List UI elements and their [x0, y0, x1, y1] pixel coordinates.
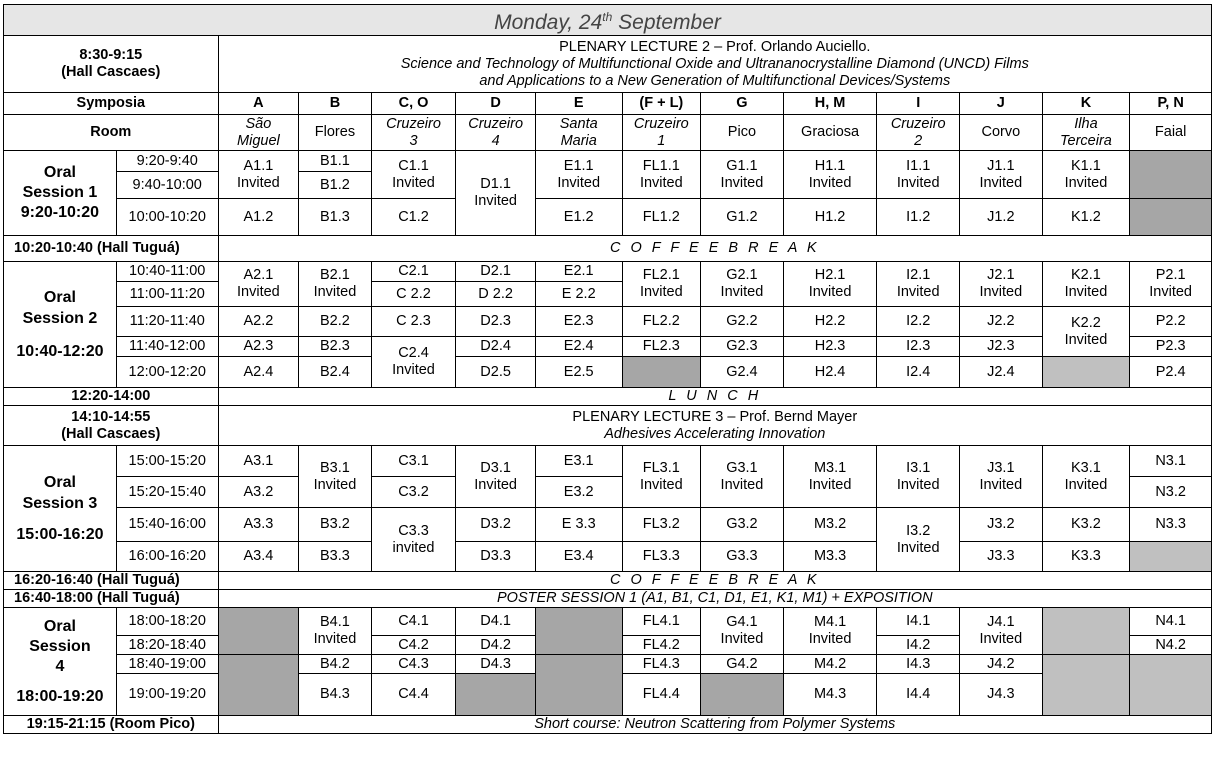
room-header: São Miguel	[218, 115, 299, 151]
talk-cell: D2.3	[456, 307, 536, 337]
talk-cell: C 2.2	[371, 282, 456, 307]
talk-cell: FL1.2	[622, 199, 701, 236]
talk-cell: B2.3	[299, 337, 372, 357]
symposium-header: B	[299, 93, 372, 115]
time-slot: 16:00-16:20	[116, 542, 218, 572]
talk-cell: B3.1 Invited	[299, 446, 372, 508]
session3-label: Oral Session 3 15:00-16:20	[4, 446, 117, 572]
coffee1-label: C O F F E E B R E A K	[218, 236, 1211, 262]
talk-cell: J2.3	[960, 337, 1043, 357]
symposium-header: E	[535, 93, 622, 115]
time-slot: 15:40-16:00	[116, 508, 218, 542]
room-header: Cruzeiro 2	[877, 115, 960, 151]
talk-cell: C1.1 Invited	[371, 151, 456, 199]
symposium-header: J	[960, 93, 1043, 115]
talk-cell: K1.2	[1042, 199, 1130, 236]
talk-cell: N3.2	[1130, 477, 1212, 508]
talk-cell: M3.2	[783, 508, 877, 542]
talk-cell: B3.2	[299, 508, 372, 542]
talk-cell: B4.3	[299, 674, 372, 716]
talk-cell: I1.1 Invited	[877, 151, 960, 199]
symposium-header: G	[701, 93, 784, 115]
talk-cell: E3.2	[535, 477, 622, 508]
talk-cell: C 2.3	[371, 307, 456, 337]
symposium-header: H, M	[783, 93, 877, 115]
talk-cell: J3.3	[960, 542, 1043, 572]
plenary3-time: 14:10-14:55 (Hall Cascaes)	[4, 406, 219, 446]
talk-cell: I2.2	[877, 307, 960, 337]
talk-cell: A3.1	[218, 446, 299, 477]
coffee2-label: C O F F E E B R E A K	[218, 572, 1211, 590]
talk-cell: D4.2	[456, 636, 536, 655]
talk-cell: I1.2	[877, 199, 960, 236]
symposium-header: (F + L)	[622, 93, 701, 115]
talk-cell: I3.2 Invited	[877, 508, 960, 572]
time-slot: 18:40-19:00	[116, 655, 218, 674]
empty-slot	[1042, 655, 1130, 716]
talk-cell: G2.3	[701, 337, 784, 357]
talk-cell: E1.1 Invited	[535, 151, 622, 199]
talk-cell: A3.4	[218, 542, 299, 572]
poster-time: 16:40-18:00 (Hall Tuguá)	[4, 590, 219, 608]
talk-cell: A2.2	[218, 307, 299, 337]
talk-cell: A1.1 Invited	[218, 151, 299, 199]
talk-cell: I3.1 Invited	[877, 446, 960, 508]
talk-cell: C4.3	[371, 655, 456, 674]
talk-cell: G3.1 Invited	[701, 446, 784, 508]
talk-cell: FL2.3	[622, 337, 701, 357]
talk-cell: C1.2	[371, 199, 456, 236]
time-slot: 15:20-15:40	[116, 477, 218, 508]
talk-cell: K2.2 Invited	[1042, 307, 1130, 357]
talk-cell: E3.1	[535, 446, 622, 477]
room-row	[4, 115, 1212, 151]
talk-cell: C2.1	[371, 262, 456, 282]
time-slot: 10:00-10:20	[116, 199, 218, 236]
talk-cell: FL3.3	[622, 542, 701, 572]
talk-cell: G4.1 Invited	[701, 608, 784, 655]
talk-cell: E1.2	[535, 199, 622, 236]
talk-cell: FL1.1 Invited	[622, 151, 701, 199]
talk-cell: C4.4	[371, 674, 456, 716]
coffee2-time: 16:20-16:40 (Hall Tuguá)	[4, 572, 219, 590]
plenary2-lecture: PLENARY LECTURE 2 – Prof. Orlando Auciello. Science and Technology of Multifunctional Oxide and Ultrananocrystalline Diamond (UNCD) Films and Applications to a New Generation of Multifunctional Devices/Systems	[218, 36, 1211, 93]
talk-cell: E2.4	[535, 337, 622, 357]
talk-cell: M3.3	[783, 542, 877, 572]
talk-cell: J1.2	[960, 199, 1043, 236]
talk-cell: D4.1	[456, 608, 536, 636]
schedule-page	[3, 4, 1212, 734]
talk-cell: D3.3	[456, 542, 536, 572]
talk-cell: I4.4	[877, 674, 960, 716]
talk-cell: J3.1 Invited	[960, 446, 1043, 508]
session2-label: Oral Session 2 10:40-12:20	[4, 262, 117, 388]
room-header: Ilha Terceira	[1042, 115, 1130, 151]
room-header: Corvo	[960, 115, 1043, 151]
talk-cell: N4.1	[1130, 608, 1212, 636]
talk-cell: E3.4	[535, 542, 622, 572]
symposia-label: Symposia	[4, 93, 219, 115]
talk-cell: A2.3	[218, 337, 299, 357]
room-header: Cruzeiro 3	[371, 115, 456, 151]
room-header: Cruzeiro 4	[456, 115, 536, 151]
talk-cell: K3.3	[1042, 542, 1130, 572]
talk-cell: B2.4	[299, 357, 372, 388]
talk-cell: H2.2	[783, 307, 877, 337]
room-header: Faial	[1130, 115, 1212, 151]
talk-cell: G1.2	[701, 199, 784, 236]
talk-cell: C3.3 invited	[371, 508, 456, 572]
empty-slot	[535, 655, 622, 716]
talk-cell: D3.1 Invited	[456, 446, 536, 508]
talk-cell: G3.2	[701, 508, 784, 542]
time-slot: 11:20-11:40	[116, 307, 218, 337]
schedule-table	[3, 4, 1212, 734]
talk-cell: B1.2	[299, 172, 372, 199]
lunch-label: L U N C H	[218, 388, 1211, 406]
talk-cell: M4.1 Invited	[783, 608, 877, 655]
short-course-label: Short course: Neutron Scattering from Polymer Systems	[218, 716, 1211, 734]
talk-cell: FL4.4	[622, 674, 701, 716]
time-slot: 18:20-18:40	[116, 636, 218, 655]
talk-cell: C4.2	[371, 636, 456, 655]
talk-cell: C4.1	[371, 608, 456, 636]
talk-cell: H1.1 Invited	[783, 151, 877, 199]
talk-cell: E2.1	[535, 262, 622, 282]
empty-slot	[218, 608, 299, 655]
lunch-time: 12:20-14:00	[4, 388, 219, 406]
talk-cell: B1.3	[299, 199, 372, 236]
talk-cell: H2.1 Invited	[783, 262, 877, 307]
talk-cell: M4.3	[783, 674, 877, 716]
time-slot: 11:40-12:00	[116, 337, 218, 357]
talk-cell: FL2.2	[622, 307, 701, 337]
talk-cell: J1.1 Invited	[960, 151, 1043, 199]
talk-cell: K2.1 Invited	[1042, 262, 1130, 307]
talk-cell: E 3.3	[535, 508, 622, 542]
talk-cell: D2.1	[456, 262, 536, 282]
talk-cell: C2.4 Invited	[371, 337, 456, 388]
session1-label: Oral Session 1 9:20-10:20	[4, 151, 117, 236]
talk-cell: G2.4	[701, 357, 784, 388]
talk-cell: I2.3	[877, 337, 960, 357]
room-header: Pico	[701, 115, 784, 151]
empty-slot	[218, 655, 299, 716]
talk-cell: H1.2	[783, 199, 877, 236]
time-slot: 10:40-11:00	[116, 262, 218, 282]
plenary3-lecture: PLENARY LECTURE 3 – Prof. Bernd Mayer Adhesives Accelerating Innovation	[218, 406, 1211, 446]
talk-cell: B4.1 Invited	[299, 608, 372, 655]
talk-cell: J2.2	[960, 307, 1043, 337]
talk-cell: FL4.3	[622, 655, 701, 674]
talk-cell: I4.2	[877, 636, 960, 655]
room-label: Room	[4, 115, 219, 151]
talk-cell: M3.1 Invited	[783, 446, 877, 508]
day-title: Monday, 24th September	[4, 5, 1212, 36]
talk-cell: FL4.1	[622, 608, 701, 636]
time-slot: 15:00-15:20	[116, 446, 218, 477]
talk-cell: FL4.2	[622, 636, 701, 655]
talk-cell: FL3.2	[622, 508, 701, 542]
room-header: Flores	[299, 115, 372, 151]
symposia-row	[4, 93, 1212, 115]
talk-cell: J4.3	[960, 674, 1043, 716]
symposium-header: D	[456, 93, 536, 115]
empty-slot	[622, 357, 701, 388]
talk-cell: FL3.1 Invited	[622, 446, 701, 508]
talk-cell: K3.2	[1042, 508, 1130, 542]
talk-cell: J2.4	[960, 357, 1043, 388]
poster-label: POSTER SESSION 1 (A1, B1, C1, D1, E1, K1, M1) + EXPOSITION	[218, 590, 1211, 608]
talk-cell: J4.1 Invited	[960, 608, 1043, 655]
empty-slot	[1042, 357, 1130, 388]
talk-cell: A3.3	[218, 508, 299, 542]
empty-slot	[456, 674, 536, 716]
symposium-header: P, N	[1130, 93, 1212, 115]
talk-cell: G3.3	[701, 542, 784, 572]
talk-cell: I2.1 Invited	[877, 262, 960, 307]
symposium-header: A	[218, 93, 299, 115]
talk-cell: J4.2	[960, 655, 1043, 674]
talk-cell: FL2.1 Invited	[622, 262, 701, 307]
talk-cell: E2.3	[535, 307, 622, 337]
talk-cell: N3.3	[1130, 508, 1212, 542]
empty-slot	[1130, 199, 1212, 236]
talk-cell: C3.2	[371, 477, 456, 508]
time-slot: 9:20-9:40	[116, 151, 218, 172]
talk-cell: A2.1 Invited	[218, 262, 299, 307]
talk-cell: P2.4	[1130, 357, 1212, 388]
talk-cell: H2.4	[783, 357, 877, 388]
symposium-header: I	[877, 93, 960, 115]
empty-slot	[1130, 151, 1212, 199]
talk-cell: M4.2	[783, 655, 877, 674]
room-header: Graciosa	[783, 115, 877, 151]
talk-cell: D1.1 Invited	[456, 151, 536, 236]
talk-cell: D3.2	[456, 508, 536, 542]
talk-cell: P2.2	[1130, 307, 1212, 337]
session4-label: Oral Session 4 18:00-19:20	[4, 608, 117, 716]
talk-cell: A1.2	[218, 199, 299, 236]
talk-cell: J2.1 Invited	[960, 262, 1043, 307]
talk-cell: N4.2	[1130, 636, 1212, 655]
talk-cell: G2.2	[701, 307, 784, 337]
talk-cell: G2.1 Invited	[701, 262, 784, 307]
talk-cell: I4.1	[877, 608, 960, 636]
talk-cell: P2.1 Invited	[1130, 262, 1212, 307]
coffee1-time: 10:20-10:40 (Hall Tuguá)	[4, 236, 219, 262]
talk-cell: E2.5	[535, 357, 622, 388]
talk-cell: E 2.2	[535, 282, 622, 307]
talk-cell: K3.1 Invited	[1042, 446, 1130, 508]
talk-cell: A2.4	[218, 357, 299, 388]
talk-cell: D2.4	[456, 337, 536, 357]
empty-slot	[535, 608, 622, 655]
talk-cell: N3.1	[1130, 446, 1212, 477]
talk-cell: D4.3	[456, 655, 536, 674]
talk-cell: A3.2	[218, 477, 299, 508]
empty-slot	[1130, 655, 1212, 716]
time-slot: 9:40-10:00	[116, 172, 218, 199]
talk-cell: J3.2	[960, 508, 1043, 542]
talk-cell: B2.1 Invited	[299, 262, 372, 307]
talk-cell: B2.2	[299, 307, 372, 337]
empty-slot	[1042, 608, 1130, 655]
talk-cell: B4.2	[299, 655, 372, 674]
time-slot: 18:00-18:20	[116, 608, 218, 636]
talk-cell: G4.2	[701, 655, 784, 674]
symposium-header: K	[1042, 93, 1130, 115]
talk-cell: C3.1	[371, 446, 456, 477]
talk-cell: I4.3	[877, 655, 960, 674]
talk-cell: G1.1 Invited	[701, 151, 784, 199]
room-header: Santa Maria	[535, 115, 622, 151]
talk-cell: B1.1	[299, 151, 372, 172]
talk-cell: D2.5	[456, 357, 536, 388]
time-slot: 11:00-11:20	[116, 282, 218, 307]
room-header: Cruzeiro 1	[622, 115, 701, 151]
symposium-header: C, O	[371, 93, 456, 115]
talk-cell: B3.3	[299, 542, 372, 572]
time-slot: 19:00-19:20	[116, 674, 218, 716]
empty-slot	[1130, 542, 1212, 572]
time-slot: 12:00-12:20	[116, 357, 218, 388]
empty-slot	[701, 674, 784, 716]
short-course-time: 19:15-21:15 (Room Pico)	[4, 716, 219, 734]
talk-cell: P2.3	[1130, 337, 1212, 357]
talk-cell: H2.3	[783, 337, 877, 357]
talk-cell: I2.4	[877, 357, 960, 388]
plenary2-time: 8:30-9:15 (Hall Cascaes)	[4, 36, 219, 93]
talk-cell: K1.1 Invited	[1042, 151, 1130, 199]
talk-cell: D 2.2	[456, 282, 536, 307]
